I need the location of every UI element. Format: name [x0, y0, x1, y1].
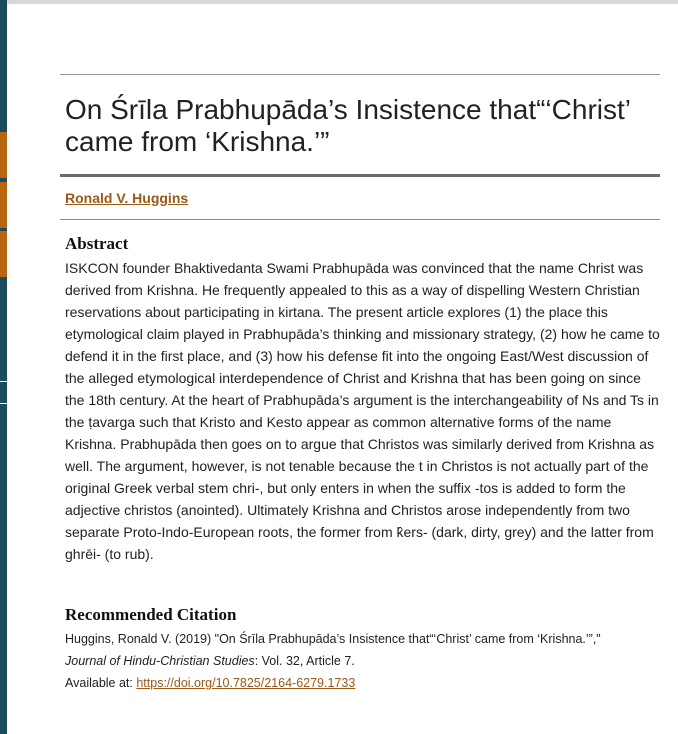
citation-volume: : Vol. 32, Article 7. [254, 654, 355, 668]
citation-line-1: Huggins, Ronald V. (2019) "On Śrīla Prabhupāda’s Insistence that“‘Christ’ came from ‘Krishna.’”," [65, 632, 601, 646]
top-border [0, 0, 678, 4]
article-title: On Śrīla Prabhupāda’s Insistence that“‘Christ’ came from ‘Krishna.’” [65, 94, 630, 157]
author-rule [60, 219, 660, 220]
abstract-heading: Abstract [65, 234, 129, 253]
citation-block [65, 628, 665, 694]
citation-heading: Recommended Citation [65, 605, 237, 624]
author-link[interactable]: Ronald V. Huggins [65, 190, 189, 206]
doi-link[interactable]: https://doi.org/10.7825/2164-6279.1733 [136, 676, 356, 690]
journal-name: Journal of Hindu-Christian Studies [65, 654, 255, 668]
citation-line-3 [65, 672, 665, 694]
sidebar-tab-2[interactable] [0, 182, 7, 228]
header-rule [60, 74, 660, 75]
abstract-text: ISKCON founder Bhaktivedanta Swami Prabhupāda was convinced that the name Christ was derived from Krishna. He frequently appealed to this as a way of dispelling Western Christian reservations about participating in kirtana. The present article explores (1) the place this etymological claim played in Prabhupāda’s thinking and missionary strategy, (2) how he came to defend it in the first place, and (3) how his defense fit into the ongoing East/West discussion of the alleged etymological interdependence of Christ and Krishna that has been going on since the 18th century. At the heart of Prabhupāda’s argument is the interchangeability of Ns and Ts in the ṭavarga such that Kristo and Kesto appear as common alternative forms of the name Krishna. Prabhupāda then goes on to argue that Christos was similarly derived from Krishna as well. The argument, however, is not tenable because the t in Christos is not actually part of the original Greek verbal stem chri-, but only enters in when the suffix -tos is added to form the adjective christos (anointed). Ultimately Krishna and Christos arose independently from two separate Proto-Indo-European roots, the former from k̂ers- (dark, dirty, grey) and the latter from ghrēi- (to rub). [65, 260, 660, 562]
sidebar-divider [0, 403, 7, 404]
available-label: Available at: [65, 676, 137, 690]
sidebar-tab-1[interactable] [0, 132, 7, 178]
sidebar-tab-3[interactable] [0, 231, 7, 277]
sidebar-strip [0, 0, 7, 734]
citation-line-2 [65, 650, 665, 672]
title-rule [60, 174, 660, 177]
sidebar-divider [0, 381, 7, 382]
